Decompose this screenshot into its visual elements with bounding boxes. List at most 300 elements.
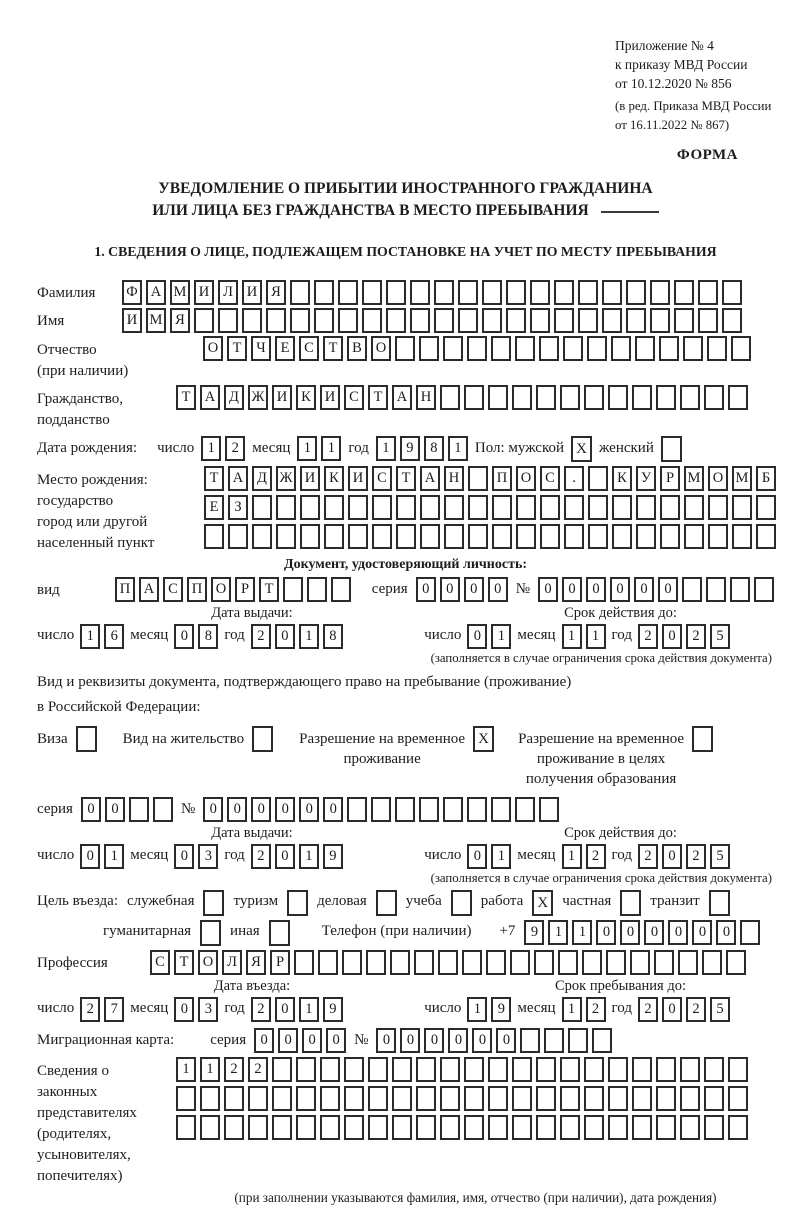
char-cell[interactable]: 5 [710,997,730,1022]
char-cell[interactable]: 0 [668,920,688,945]
stay-month[interactable] [562,997,606,1022]
char-cell[interactable] [587,336,607,361]
char-cell[interactable] [224,1086,244,1111]
legal-reps-cells-row1[interactable] [176,1057,748,1082]
char-cell[interactable]: М [170,280,190,305]
char-cell[interactable]: 0 [302,1028,322,1053]
char-cell[interactable]: 1 [200,1057,220,1082]
char-cell[interactable]: Я [170,308,190,333]
char-cell[interactable]: 0 [275,797,295,822]
char-cell[interactable] [392,1115,412,1140]
visa-checkbox[interactable] [76,726,97,752]
char-cell[interactable]: Б [756,466,776,491]
char-cell[interactable] [731,336,751,361]
char-cell[interactable] [392,1086,412,1111]
char-cell[interactable]: 1 [297,436,317,461]
purpose-study-checkbox[interactable] [451,890,472,916]
char-cell[interactable] [296,1057,316,1082]
char-cell[interactable] [464,1057,484,1082]
char-cell[interactable]: А [420,466,440,491]
char-cell[interactable]: 1 [448,436,468,461]
char-cell[interactable]: О [203,336,223,361]
char-cell[interactable] [314,308,334,333]
char-cell[interactable] [708,495,728,520]
char-cell[interactable]: 0 [299,797,319,822]
char-cell[interactable]: А [146,280,166,305]
char-cell[interactable] [416,1115,436,1140]
char-cell[interactable] [728,385,748,410]
char-cell[interactable] [458,308,478,333]
char-cell[interactable]: 0 [467,624,487,649]
identity-expiry-day[interactable] [467,624,511,649]
char-cell[interactable]: 0 [105,797,125,822]
char-cell[interactable]: 0 [596,920,616,945]
char-cell[interactable] [730,577,750,602]
char-cell[interactable]: 1 [104,844,124,869]
char-cell[interactable] [632,1115,652,1140]
char-cell[interactable] [296,1115,316,1140]
migration-number-cells[interactable] [376,1028,612,1053]
char-cell[interactable]: И [300,466,320,491]
char-cell[interactable] [722,308,742,333]
char-cell[interactable]: 1 [201,436,221,461]
char-cell[interactable] [636,524,656,549]
char-cell[interactable]: Т [204,466,224,491]
char-cell[interactable] [338,308,358,333]
identity-expiry-year[interactable] [638,624,730,649]
char-cell[interactable]: М [732,466,752,491]
char-cell[interactable] [296,1086,316,1111]
entry-day[interactable] [80,997,124,1022]
char-cell[interactable] [536,385,556,410]
char-cell[interactable] [536,1115,556,1140]
char-cell[interactable] [510,950,530,975]
char-cell[interactable] [512,1057,532,1082]
char-cell[interactable] [443,336,463,361]
char-cell[interactable] [342,950,362,975]
char-cell[interactable]: 0 [275,997,295,1022]
char-cell[interactable] [564,495,584,520]
char-cell[interactable] [368,1086,388,1111]
char-cell[interactable] [248,1086,268,1111]
birthplace-cells-row2[interactable] [204,495,776,520]
char-cell[interactable]: С [344,385,364,410]
char-cell[interactable] [602,280,622,305]
char-cell[interactable]: 0 [610,577,630,602]
char-cell[interactable] [650,308,670,333]
profession-cells[interactable] [150,950,746,975]
char-cell[interactable] [704,385,724,410]
char-cell[interactable]: 2 [225,436,245,461]
citizenship-cells[interactable] [176,385,748,410]
char-cell[interactable] [626,280,646,305]
char-cell[interactable]: Т [176,385,196,410]
char-cell[interactable] [314,280,334,305]
char-cell[interactable]: Т [259,577,279,602]
char-cell[interactable] [506,280,526,305]
char-cell[interactable] [636,495,656,520]
char-cell[interactable] [540,524,560,549]
char-cell[interactable] [276,495,296,520]
char-cell[interactable]: О [371,336,391,361]
char-cell[interactable] [440,1115,460,1140]
char-cell[interactable]: О [708,466,728,491]
entry-month[interactable] [174,997,218,1022]
char-cell[interactable] [272,1115,292,1140]
char-cell[interactable] [740,920,760,945]
char-cell[interactable]: 2 [686,844,706,869]
char-cell[interactable]: 0 [174,624,194,649]
birthplace-cells-row1[interactable] [204,466,776,491]
char-cell[interactable] [492,524,512,549]
char-cell[interactable] [563,336,583,361]
char-cell[interactable] [491,797,511,822]
char-cell[interactable] [612,495,632,520]
char-cell[interactable] [506,308,526,333]
char-cell[interactable]: Н [444,466,464,491]
birthplace-cells-row3[interactable] [204,524,776,549]
char-cell[interactable] [554,308,574,333]
char-cell[interactable]: Т [174,950,194,975]
char-cell[interactable] [419,336,439,361]
char-cell[interactable] [153,797,173,822]
char-cell[interactable] [272,1057,292,1082]
char-cell[interactable] [419,797,439,822]
char-cell[interactable] [248,1115,268,1140]
patronymic-cells[interactable] [203,336,751,361]
char-cell[interactable] [440,385,460,410]
char-cell[interactable] [708,524,728,549]
purpose-humanitarian-checkbox[interactable] [200,920,221,946]
char-cell[interactable] [592,1028,612,1053]
char-cell[interactable]: 2 [638,844,658,869]
char-cell[interactable] [608,385,628,410]
char-cell[interactable] [176,1115,196,1140]
char-cell[interactable]: Д [224,385,244,410]
char-cell[interactable]: 0 [488,577,508,602]
char-cell[interactable] [680,1057,700,1082]
char-cell[interactable] [588,524,608,549]
char-cell[interactable] [224,1115,244,1140]
char-cell[interactable] [635,336,655,361]
residence-number-cells[interactable] [203,797,559,822]
char-cell[interactable] [368,1057,388,1082]
char-cell[interactable]: 2 [638,624,658,649]
char-cell[interactable]: 0 [326,1028,346,1053]
char-cell[interactable] [482,308,502,333]
char-cell[interactable]: П [492,466,512,491]
purpose-other-checkbox[interactable] [269,920,290,946]
legal-reps-cells-row3[interactable] [176,1115,748,1140]
char-cell[interactable] [684,495,704,520]
char-cell[interactable] [608,1115,628,1140]
char-cell[interactable] [554,280,574,305]
char-cell[interactable]: 9 [400,436,420,461]
char-cell[interactable]: 2 [686,997,706,1022]
char-cell[interactable]: 0 [448,1028,468,1053]
char-cell[interactable]: Ч [251,336,271,361]
char-cell[interactable] [536,1057,556,1082]
char-cell[interactable]: 1 [376,436,396,461]
char-cell[interactable]: 0 [275,844,295,869]
char-cell[interactable] [344,1115,364,1140]
char-cell[interactable]: 1 [299,997,319,1022]
char-cell[interactable] [536,1086,556,1111]
char-cell[interactable] [656,1115,676,1140]
char-cell[interactable] [728,1057,748,1082]
char-cell[interactable]: С [372,466,392,491]
char-cell[interactable]: 0 [692,920,712,945]
char-cell[interactable] [344,1057,364,1082]
birth-month-cells[interactable] [297,436,341,461]
char-cell[interactable]: О [211,577,231,602]
char-cell[interactable] [438,950,458,975]
char-cell[interactable] [674,280,694,305]
char-cell[interactable]: 0 [662,997,682,1022]
char-cell[interactable]: 9 [323,997,343,1022]
char-cell[interactable]: 2 [251,624,271,649]
char-cell[interactable]: А [228,466,248,491]
char-cell[interactable] [307,577,327,602]
char-cell[interactable] [704,1115,724,1140]
char-cell[interactable]: 1 [562,997,582,1022]
char-cell[interactable] [704,1086,724,1111]
char-cell[interactable]: А [200,385,220,410]
sex-male-checkbox[interactable]: X [571,436,592,462]
char-cell[interactable]: 1 [299,844,319,869]
char-cell[interactable] [420,495,440,520]
char-cell[interactable]: 2 [586,844,606,869]
char-cell[interactable] [558,950,578,975]
char-cell[interactable] [656,385,676,410]
char-cell[interactable] [544,1028,564,1053]
char-cell[interactable] [656,1086,676,1111]
migration-series-cells[interactable] [254,1028,346,1053]
char-cell[interactable]: 3 [198,997,218,1022]
char-cell[interactable]: 0 [620,920,640,945]
char-cell[interactable] [324,524,344,549]
birth-day-cells[interactable] [201,436,245,461]
char-cell[interactable] [530,280,550,305]
char-cell[interactable] [434,280,454,305]
char-cell[interactable] [698,308,718,333]
char-cell[interactable] [632,385,652,410]
char-cell[interactable]: 9 [524,920,544,945]
char-cell[interactable]: У [636,466,656,491]
char-cell[interactable] [756,524,776,549]
char-cell[interactable] [512,1115,532,1140]
char-cell[interactable]: 0 [278,1028,298,1053]
char-cell[interactable]: Е [275,336,295,361]
char-cell[interactable] [482,280,502,305]
char-cell[interactable]: 0 [440,577,460,602]
temp-residence-checkbox[interactable]: X [473,726,494,752]
identity-number-cells[interactable] [538,577,774,602]
char-cell[interactable]: С [163,577,183,602]
char-cell[interactable] [486,950,506,975]
char-cell[interactable]: Т [227,336,247,361]
char-cell[interactable]: 0 [467,844,487,869]
char-cell[interactable] [276,524,296,549]
char-cell[interactable] [722,280,742,305]
char-cell[interactable]: 1 [548,920,568,945]
char-cell[interactable] [462,950,482,975]
char-cell[interactable] [584,1057,604,1082]
char-cell[interactable]: 0 [658,577,678,602]
char-cell[interactable] [362,308,382,333]
char-cell[interactable]: С [540,466,560,491]
identity-series-cells[interactable] [416,577,508,602]
char-cell[interactable]: 0 [376,1028,396,1053]
char-cell[interactable] [252,495,272,520]
char-cell[interactable] [396,495,416,520]
char-cell[interactable] [516,524,536,549]
char-cell[interactable]: Ж [276,466,296,491]
char-cell[interactable] [560,1057,580,1082]
char-cell[interactable]: 1 [562,624,582,649]
char-cell[interactable] [582,950,602,975]
char-cell[interactable]: 1 [491,844,511,869]
char-cell[interactable] [290,280,310,305]
char-cell[interactable] [707,336,727,361]
char-cell[interactable]: Р [660,466,680,491]
surname-cells[interactable] [122,280,742,305]
char-cell[interactable] [467,797,487,822]
char-cell[interactable]: 2 [251,844,271,869]
char-cell[interactable] [468,495,488,520]
char-cell[interactable] [728,1086,748,1111]
char-cell[interactable]: 0 [644,920,664,945]
firstname-cells[interactable] [122,308,742,333]
char-cell[interactable] [464,1086,484,1111]
char-cell[interactable]: . [564,466,584,491]
char-cell[interactable] [444,524,464,549]
char-cell[interactable] [626,308,646,333]
char-cell[interactable]: 0 [538,577,558,602]
stay-year[interactable] [638,997,730,1022]
char-cell[interactable]: 0 [400,1028,420,1053]
char-cell[interactable] [680,1115,700,1140]
char-cell[interactable] [320,1057,340,1082]
residence-issue-day[interactable] [80,844,124,869]
char-cell[interactable] [512,385,532,410]
char-cell[interactable] [218,308,238,333]
char-cell[interactable]: 0 [496,1028,516,1053]
legal-reps-cells-row2[interactable] [176,1086,748,1111]
char-cell[interactable] [520,1028,540,1053]
char-cell[interactable] [488,1086,508,1111]
char-cell[interactable]: Н [416,385,436,410]
char-cell[interactable]: И [348,466,368,491]
char-cell[interactable]: 2 [686,624,706,649]
char-cell[interactable] [390,950,410,975]
phone-cells[interactable] [524,920,760,945]
char-cell[interactable] [488,385,508,410]
char-cell[interactable]: Я [246,950,266,975]
char-cell[interactable] [344,1086,364,1111]
residence-series-cells[interactable] [81,797,173,822]
char-cell[interactable]: Л [222,950,242,975]
char-cell[interactable]: 0 [174,997,194,1022]
char-cell[interactable] [488,1057,508,1082]
char-cell[interactable] [516,495,536,520]
char-cell[interactable]: 1 [80,624,100,649]
char-cell[interactable] [606,950,626,975]
residence-expiry-day[interactable] [467,844,511,869]
identity-issue-day[interactable] [80,624,124,649]
char-cell[interactable] [539,336,559,361]
char-cell[interactable] [347,797,367,822]
char-cell[interactable] [366,950,386,975]
temp-residence-education-checkbox[interactable] [692,726,713,752]
char-cell[interactable] [331,577,351,602]
char-cell[interactable]: Ж [248,385,268,410]
char-cell[interactable]: И [320,385,340,410]
char-cell[interactable] [584,385,604,410]
char-cell[interactable] [129,797,149,822]
identity-kind-cells[interactable] [115,577,351,602]
char-cell[interactable] [534,950,554,975]
char-cell[interactable] [656,1057,676,1082]
char-cell[interactable] [444,495,464,520]
char-cell[interactable]: М [146,308,166,333]
char-cell[interactable]: Р [235,577,255,602]
char-cell[interactable] [698,280,718,305]
char-cell[interactable] [320,1086,340,1111]
char-cell[interactable] [371,797,391,822]
char-cell[interactable]: И [122,308,142,333]
char-cell[interactable]: 1 [299,624,319,649]
char-cell[interactable]: 2 [248,1057,268,1082]
sex-female-checkbox[interactable] [661,436,682,462]
char-cell[interactable]: С [299,336,319,361]
char-cell[interactable] [704,1057,724,1082]
char-cell[interactable]: 7 [104,997,124,1022]
purpose-transit-checkbox[interactable] [709,890,730,916]
char-cell[interactable]: 0 [254,1028,274,1053]
char-cell[interactable] [564,524,584,549]
purpose-commercial-checkbox[interactable] [376,890,397,916]
char-cell[interactable]: А [392,385,412,410]
char-cell[interactable]: А [139,577,159,602]
entry-year[interactable] [251,997,343,1022]
identity-expiry-month[interactable] [562,624,606,649]
char-cell[interactable]: 9 [323,844,343,869]
char-cell[interactable] [386,280,406,305]
char-cell[interactable]: 0 [424,1028,444,1053]
purpose-private-checkbox[interactable] [620,890,641,916]
char-cell[interactable]: С [150,950,170,975]
char-cell[interactable] [464,1115,484,1140]
char-cell[interactable]: Т [323,336,343,361]
char-cell[interactable] [468,524,488,549]
char-cell[interactable] [602,308,622,333]
char-cell[interactable]: И [272,385,292,410]
char-cell[interactable]: Т [368,385,388,410]
char-cell[interactable] [386,308,406,333]
char-cell[interactable]: О [198,950,218,975]
char-cell[interactable]: 0 [323,797,343,822]
char-cell[interactable] [588,495,608,520]
char-cell[interactable]: 9 [491,997,511,1022]
char-cell[interactable] [458,280,478,305]
char-cell[interactable] [324,495,344,520]
char-cell[interactable] [200,1115,220,1140]
char-cell[interactable]: П [115,577,135,602]
char-cell[interactable] [560,1086,580,1111]
char-cell[interactable] [756,495,776,520]
char-cell[interactable] [680,1086,700,1111]
